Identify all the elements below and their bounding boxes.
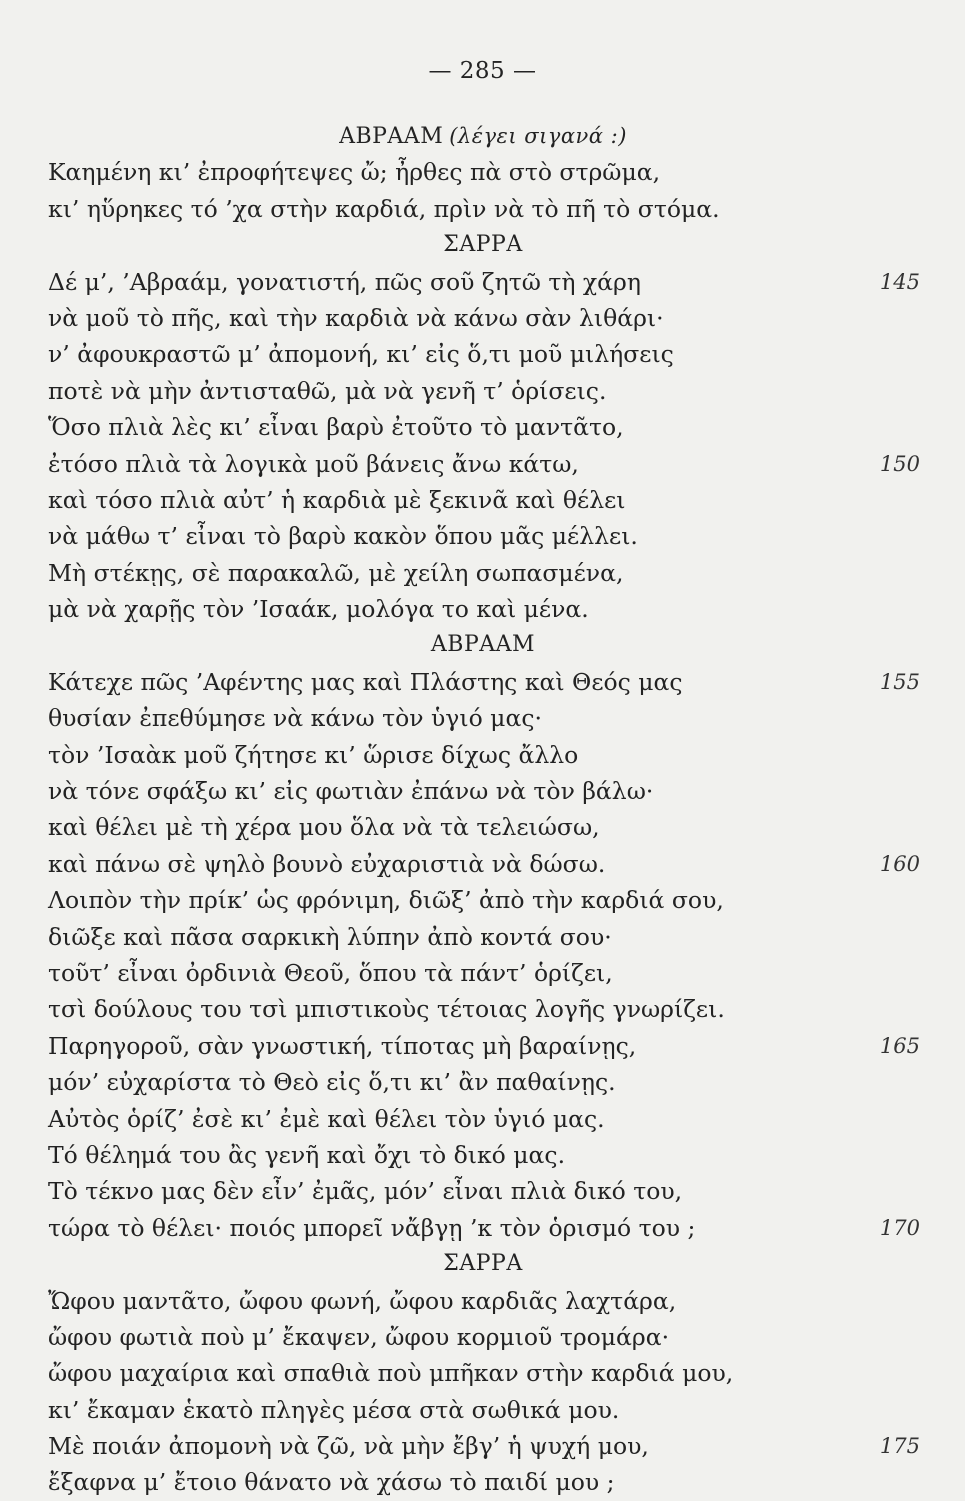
line-number: 165 — [879, 1033, 920, 1058]
verse-line — [48, 1210, 918, 1246]
page-number: — 285 — — [428, 58, 537, 84]
speaker-name: ΑΒΡΑΑΜ — [339, 124, 444, 149]
speaker-heading — [48, 627, 918, 663]
speaker-heading — [48, 227, 918, 263]
verse-line — [48, 373, 918, 409]
verse-text: ἔξαφνα μ’ ἔτοιο θάνατο νὰ χάσω τὸ παιδί μου ; — [48, 1468, 615, 1497]
verse-text: Ὅσο πλιὰ λὲς κι’ εἶναι βαρὺ ἐτοῦτο τὸ μαντᾶτο, — [48, 413, 624, 442]
verse-text: Μὲ ποιάν ἀπομονὴ νὰ ζῶ, νὰ μὴν ἔβγ’ ἡ ψυχή μου, — [48, 1432, 649, 1461]
line-number: 155 — [879, 669, 920, 694]
verse-text: Κάτεχε πῶς ’Αφέντης μας καὶ Πλάστης καὶ Θεός μας — [48, 667, 683, 696]
verse-line — [48, 518, 918, 554]
verse-line — [48, 919, 918, 955]
verse-text: ποτὲ νὰ μὴν ἀντισταθῶ, μὰ νὰ γενῆ τ’ ὁρίσεις. — [48, 376, 607, 405]
verse-text: τσὶ δούλους του τσὶ μπιστικοὺς τέτοιας λογῆς γνωρίζει. — [48, 995, 725, 1024]
speaker-name: ΣΑΡΡΑ — [443, 1251, 523, 1277]
line-number: 160 — [879, 851, 920, 876]
verse-line — [48, 1064, 918, 1100]
verse-text: νὰ μοῦ τὸ πῆς, καὶ τὴν καρδιὰ νὰ κάνω σὰν λιθάρι· — [48, 303, 664, 332]
verse-line — [48, 264, 918, 300]
verse-text: μὰ νὰ χαρῇς τὸν ’Ισαάκ, μολόγα το καὶ μένα. — [48, 595, 589, 624]
verse-line — [48, 1464, 918, 1500]
line-number: 150 — [879, 451, 920, 476]
verse-text: ν’ ἀφουκραστῶ μ’ ἀπομονή, κι’ εἰς ὅ,τι μοῦ μιλήσεις — [48, 340, 674, 369]
verse-text: καὶ πάνω σὲ ψηλὸ βουνὸ εὐχαριστιὰ νὰ δώσω. — [48, 849, 606, 878]
speaker-heading — [48, 118, 918, 154]
line-number: 145 — [879, 269, 920, 294]
verse-line — [48, 664, 918, 700]
verse-line — [48, 482, 918, 518]
verse-text: Λοιπὸν τὴν πρίκ’ ὡς φρόνιμη, διῶξ’ ἀπὸ τὴν καρδιά σου, — [48, 886, 724, 915]
verse-line — [48, 154, 918, 190]
verse-line — [48, 1392, 918, 1428]
verse-text: καὶ τόσο πλιὰ αὐτ’ ἡ καρδιὰ μὲ ξεκινᾶ καὶ θέλει — [48, 485, 626, 514]
line-number: 170 — [879, 1215, 920, 1240]
verse-text: ἐτόσο πλιὰ τὰ λογικὰ μοῦ βάνεις ἄνω κάτω, — [48, 449, 579, 478]
verse-line — [48, 846, 918, 882]
verse-line — [48, 955, 918, 991]
verse-line — [48, 191, 918, 227]
verse-text: ὤφου μαχαίρια καὶ σπαθιὰ ποὺ μπῆκαν στὴν καρδιά μου, — [48, 1359, 734, 1388]
verse-line — [48, 809, 918, 845]
verse-text: νὰ τόνε σφάξω κι’ εἰς φωτιὰν ἐπάνω νὰ τὸν βάλω· — [48, 777, 654, 806]
verse-text: διῶξε καὶ πᾶσα σαρκικὴ λύπην ἀπὸ κοντά σου· — [48, 922, 612, 951]
verse-line — [48, 1137, 918, 1173]
verse-text: κι’ ηὕρηκες τό ’χα στὴν καρδιά, πρὶν νὰ τὸ πῆ τὸ στόμα. — [48, 194, 720, 223]
verse-line — [48, 1355, 918, 1391]
verse-line — [48, 700, 918, 736]
verse-text: νὰ μάθω τ’ εἶναι τὸ βαρὺ κακὸν ὅπου μᾶς μέλλει. — [48, 522, 638, 551]
verse-line — [48, 1319, 918, 1355]
verse-text: τὸν ’Ισαὰκ μοῦ ζήτησε κι’ ὥρισε δίχως ἄλλο — [48, 740, 579, 769]
stage-direction: (λέγει σιγανά :) — [449, 124, 627, 148]
verse-line — [48, 591, 918, 627]
verse-text: Δέ μ’, ’Αβραάμ, γονατιστή, πῶς σοῦ ζητῶ τὴ χάρη — [48, 267, 641, 296]
verse-line — [48, 336, 918, 372]
verse-text: κι’ ἔκαμαν ἑκατὸ πληγὲς μέσα στὰ σωθικά μου. — [48, 1395, 620, 1424]
speaker-heading — [48, 1246, 918, 1282]
verse-line — [48, 773, 918, 809]
verse-line — [48, 991, 918, 1027]
verse-line — [48, 1173, 918, 1209]
verse-line — [48, 446, 918, 482]
verse-line — [48, 737, 918, 773]
verse-line — [48, 1428, 918, 1464]
poem-text — [48, 118, 918, 1501]
verse-line — [48, 1028, 918, 1064]
verse-line — [48, 1283, 918, 1319]
verse-line — [48, 300, 918, 336]
speaker-name: ΣΑΡΡΑ — [443, 232, 523, 258]
verse-text: μόν’ εὐχαρίστα τὸ Θεὸ εἰς ὅ,τι κι’ ἂν παθαίνῃς. — [48, 1068, 616, 1097]
verse-text: τοῦτ’ εἶναι ὀρδινιὰ Θεοῦ, ὅπου τὰ πάντ’ ὁρίζει, — [48, 958, 613, 987]
verse-text: Αὐτὸς ὁρίζ’ ἐσὲ κι’ ἐμὲ καὶ θέλει τὸν ὑγιό μας. — [48, 1104, 605, 1133]
verse-text: Ὤφου μαντᾶτο, ὤφου φωνή, ὤφου καρδιᾶς λαχτάρα, — [48, 1286, 677, 1315]
verse-text: τώρα τὸ θέλει· ποιός μπορεῖ νἄβγῃ ’κ τὸν ὁρισμό του ; — [48, 1213, 696, 1242]
verse-line — [48, 555, 918, 591]
verse-text: Τὸ τέκνο μας δὲν εἶν’ ἐμᾶς, μόν’ εἶναι πλιὰ δικό του, — [48, 1177, 683, 1206]
verse-line — [48, 882, 918, 918]
speaker-name: ΑΒΡΑΑΜ — [430, 632, 536, 658]
verse-line — [48, 409, 918, 445]
verse-text: Καημένη κι’ ἐπροφήτεψες ὤ; ἦρθες πὰ στὸ στρῶμα, — [48, 158, 661, 187]
verse-text: Μὴ στέκῃς, σὲ παρακαλῶ, μὲ χείλη σωπασμένα, — [48, 558, 624, 587]
verse-text: καὶ θέλει μὲ τὴ χέρα μου ὅλα νὰ τὰ τελειώσω, — [48, 813, 600, 842]
verse-text: Τό θέλημά του ἂς γενῆ καὶ ὄχι τὸ δικό μας. — [48, 1140, 566, 1169]
verse-text: Παρηγοροῦ, σὰν γνωστική, τίποτας μὴ βαραίνῃς, — [48, 1031, 637, 1060]
verse-text: θυσίαν ἐπεθύμησε νὰ κάνω τὸν ὑγιό μας· — [48, 704, 542, 733]
verse-line — [48, 1101, 918, 1137]
line-number: 175 — [879, 1434, 920, 1459]
verse-text: ὤφου φωτιὰ ποὺ μ’ ἔκαψεν, ὤφου κορμιοῦ τρομάρα· — [48, 1322, 670, 1351]
